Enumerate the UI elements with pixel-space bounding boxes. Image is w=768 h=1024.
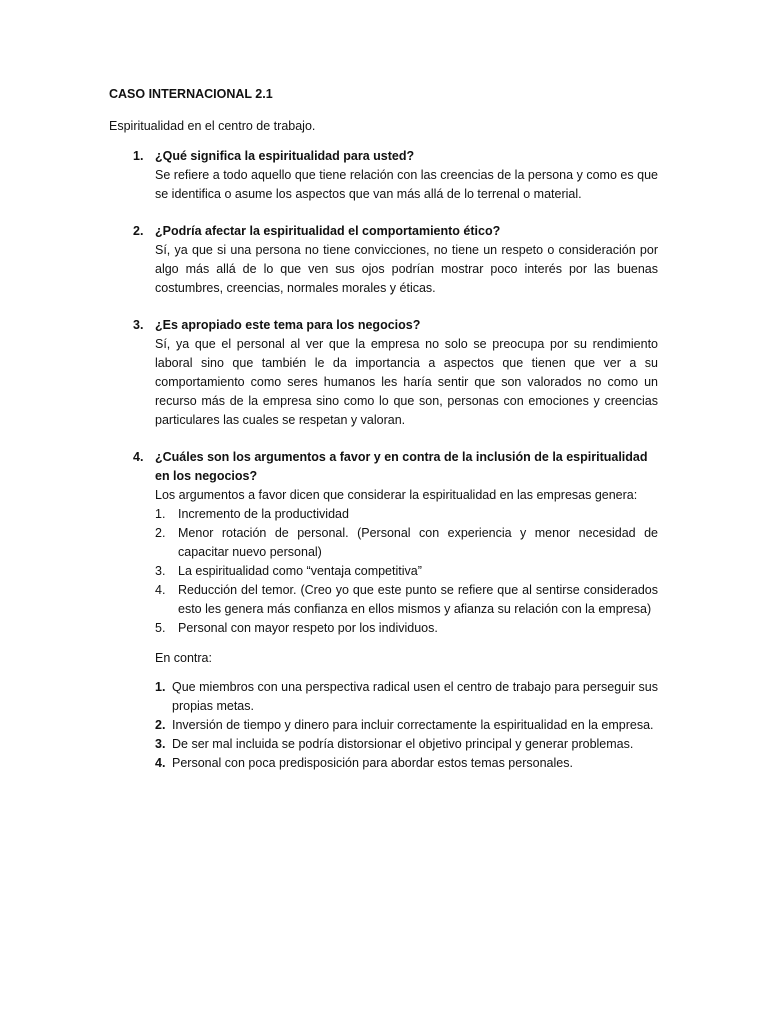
question-list: [109, 147, 658, 791]
favor-item: [155, 562, 658, 581]
contra-item-text: Que miembros con una perspectiva radical usen el centro de trabajo para perseguir sus propias metas.: [172, 680, 658, 713]
contra-item-text: Inversión de tiempo y dinero para incluir correctamente la espiritualidad en la empresa.: [172, 718, 654, 732]
question-text: ¿Es apropiado este tema para los negocios?: [155, 318, 421, 332]
contra-item-text: De ser mal incluida se podría distorsionar el objetivo principal y generar problemas.: [172, 737, 634, 751]
favor-item: [155, 505, 658, 524]
question-number: 2.: [133, 224, 144, 238]
contra-item: [155, 716, 658, 735]
favor-item-number: 1.: [155, 507, 166, 521]
favor-item-number: 4.: [155, 583, 166, 597]
answer-text: Se refiere a todo aquello que tiene relación con las creencias de la persona y como es que se identifica o asume los aspectos que van más allá de lo terrenal o material.: [155, 168, 658, 201]
favor-item-number: 2.: [155, 526, 166, 540]
contra-label: En contra:: [155, 651, 212, 665]
document-subtitle: Espiritualidad en el centro de trabajo.: [109, 119, 316, 133]
question-number: 1.: [133, 149, 144, 163]
contra-item-number: 2.: [155, 718, 166, 732]
question-text: ¿Podría afectar la espiritualidad el comportamiento ético?: [155, 224, 501, 238]
favor-item-text: Incremento de la productividad: [178, 507, 349, 521]
question-number: 4.: [133, 450, 144, 464]
contra-item-number: 4.: [155, 756, 166, 770]
question-item: [109, 448, 658, 773]
favor-list: [155, 505, 658, 638]
question-text: ¿Cuáles son los argumentos a favor y en contra de la inclusión de la espiritualidad en los negocios?: [155, 450, 648, 483]
contra-item-number: 1.: [155, 680, 166, 694]
question-item: [109, 147, 658, 204]
favor-item-text: Reducción del temor. (Creo yo que este punto se refiere que al sentirse considerados esto les genera más confianza en ellos mismos y afianza su relación con la empresa): [178, 583, 658, 616]
contra-item: [155, 678, 658, 716]
contra-item: [155, 754, 658, 773]
favor-item-number: 5.: [155, 621, 166, 635]
question-text: ¿Qué significa la espiritualidad para usted?: [155, 149, 415, 163]
contra-list: [155, 678, 658, 773]
answer-text: Los argumentos a favor dicen que considerar la espiritualidad en las empresas genera:: [155, 488, 638, 502]
favor-item-text: Personal con mayor respeto por los individuos.: [178, 621, 438, 635]
question-number: 3.: [133, 318, 144, 332]
favor-item-number: 3.: [155, 564, 166, 578]
document-title: CASO INTERNACIONAL 2.1: [109, 87, 273, 101]
favor-item-text: Menor rotación de personal. (Personal con experiencia y menor necesidad de capacitar nuevo personal): [178, 526, 658, 559]
contra-item-number: 3.: [155, 737, 166, 751]
favor-item-text: La espiritualidad como “ventaja competitiva”: [178, 564, 422, 578]
question-item: [109, 316, 658, 430]
answer-text: Sí, ya que si una persona no tiene convicciones, no tiene un respeto o consideración por algo más allá de lo que ven sus ojos podrían mostrar poco interés por las buenas costumbres, creencias, normales morales y éticas.: [155, 243, 658, 295]
favor-item: [155, 524, 658, 562]
answer-text: Sí, ya que el personal al ver que la empresa no solo se preocupa por su rendimiento laboral sino que también le da importancia a aspectos que tienen que ver a su comportamiento como seres humanos les haría sentir que son valorados no como un recurso más de la empresa sino como lo que son, personas con emociones y creencias particulares las cuales se respetan y valoran.: [155, 337, 658, 427]
question-item: [109, 222, 658, 298]
favor-item: [155, 619, 658, 638]
contra-item-text: Personal con poca predisposición para abordar estos temas personales.: [172, 756, 573, 770]
contra-item: [155, 735, 658, 754]
favor-item: [155, 581, 658, 619]
